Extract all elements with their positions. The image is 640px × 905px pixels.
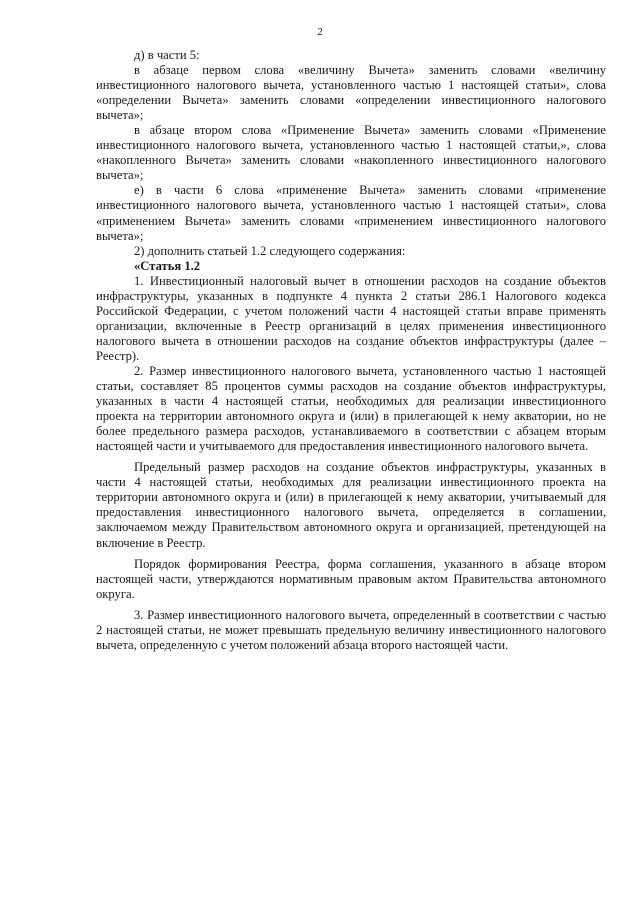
document-body [96,48,606,653]
page-number: 2 [317,26,323,38]
article-title: Статья 1.2 [140,258,201,273]
article-heading [96,259,606,274]
article-part-2: 2. Размер инвестиционного налогового вычета, установленного частью 1 настоящей статьи, составляет 85 процентов суммы расходов на создание объектов инфраструктуры, указанных в части 4 настоящей статьи, необходимых для реализации инвестиционного проекта на территории автономного округа и (или) в прилегающей к нему акватории, но не более предельного размера расходов, устанавливаемого в соответствии с абзацем вторым настоящей части и учитываемого для предоставления инвестиционного налогового вычета. [96,363,606,454]
article-part-2-registry-order: Порядок формирования Реестра, форма соглашения, указанного в абзаце втором настоящей части, утверждаются нормативным правовым актом Правительства автономного округа. [96,556,606,601]
article-part-1: 1. Инвестиционный налоговый вычет в отношении расходов на создание объектов инфраструктуры, указанных в подпункте 4 пункта 2 статьи 286.1 Налогового кодекса Российской Федерации, с учетом положений части 4 настоящей статьи вправе применять организации, включенные в Реестр организаций в целях применения инвестиционного налогового вычета в отношении расходов на создание объектов инфраструктуры (далее – Реестр). [96,273,606,363]
paragraph-first-abzats: в абзаце первом слова «величину Вычета» заменить словами «величину инвестиционного налогового вычета, установленного частью 1 настоящей статьи», слова «определении Вычета» заменить словами «определении инвестиционного налогового вычета»; [96,63,606,123]
paragraph-second-abzats: в абзаце втором слова «Применение Вычета» заменить словами «Применение инвестиционного налогового вычета, установленного частью 1 настоящей статьи,», слова «накопленного Вычета» заменить словами «накопленного инвестиционного налогового вычета»; [96,123,606,183]
paragraph-d-part-5: д) в части 5: [134,48,200,62]
article-part-3: 3. Размер инвестиционного налогового вычета, определенный в соответствии с частью 2 настоящей статьи, не может превышать предельную величину инвестиционного налогового вычета, определенную с учетом положений абзаца второго настоящей части. [96,607,606,652]
article-part-2-limit: Предельный размер расходов на создание объектов инфраструктуры, указанных в части 4 настоящей статьи, необходимых для реализации инвестиционного проекта на территории автономного округа и (или) в прилегающей к нему акватории, учитываемый для предоставления инвестиционного налогового вычета, определяется в соглашении, заключаемом между Правительством автономного округа и организацией, претендующей на включение в Реестр. [96,460,606,550]
paragraph-e-part-6: е) в части 6 слова «применение Вычета» заменить словами «применение инвестиционного налогового вычета, установленного частью 1 настоящей статьи», слова «применением Вычета» заменить словами «применением инвестиционного налогового вычета»; [96,183,606,243]
paragraph-add-article: 2) дополнить статьей 1.2 следующего содержания: [134,243,406,258]
article-quote-mark: « [134,258,141,273]
